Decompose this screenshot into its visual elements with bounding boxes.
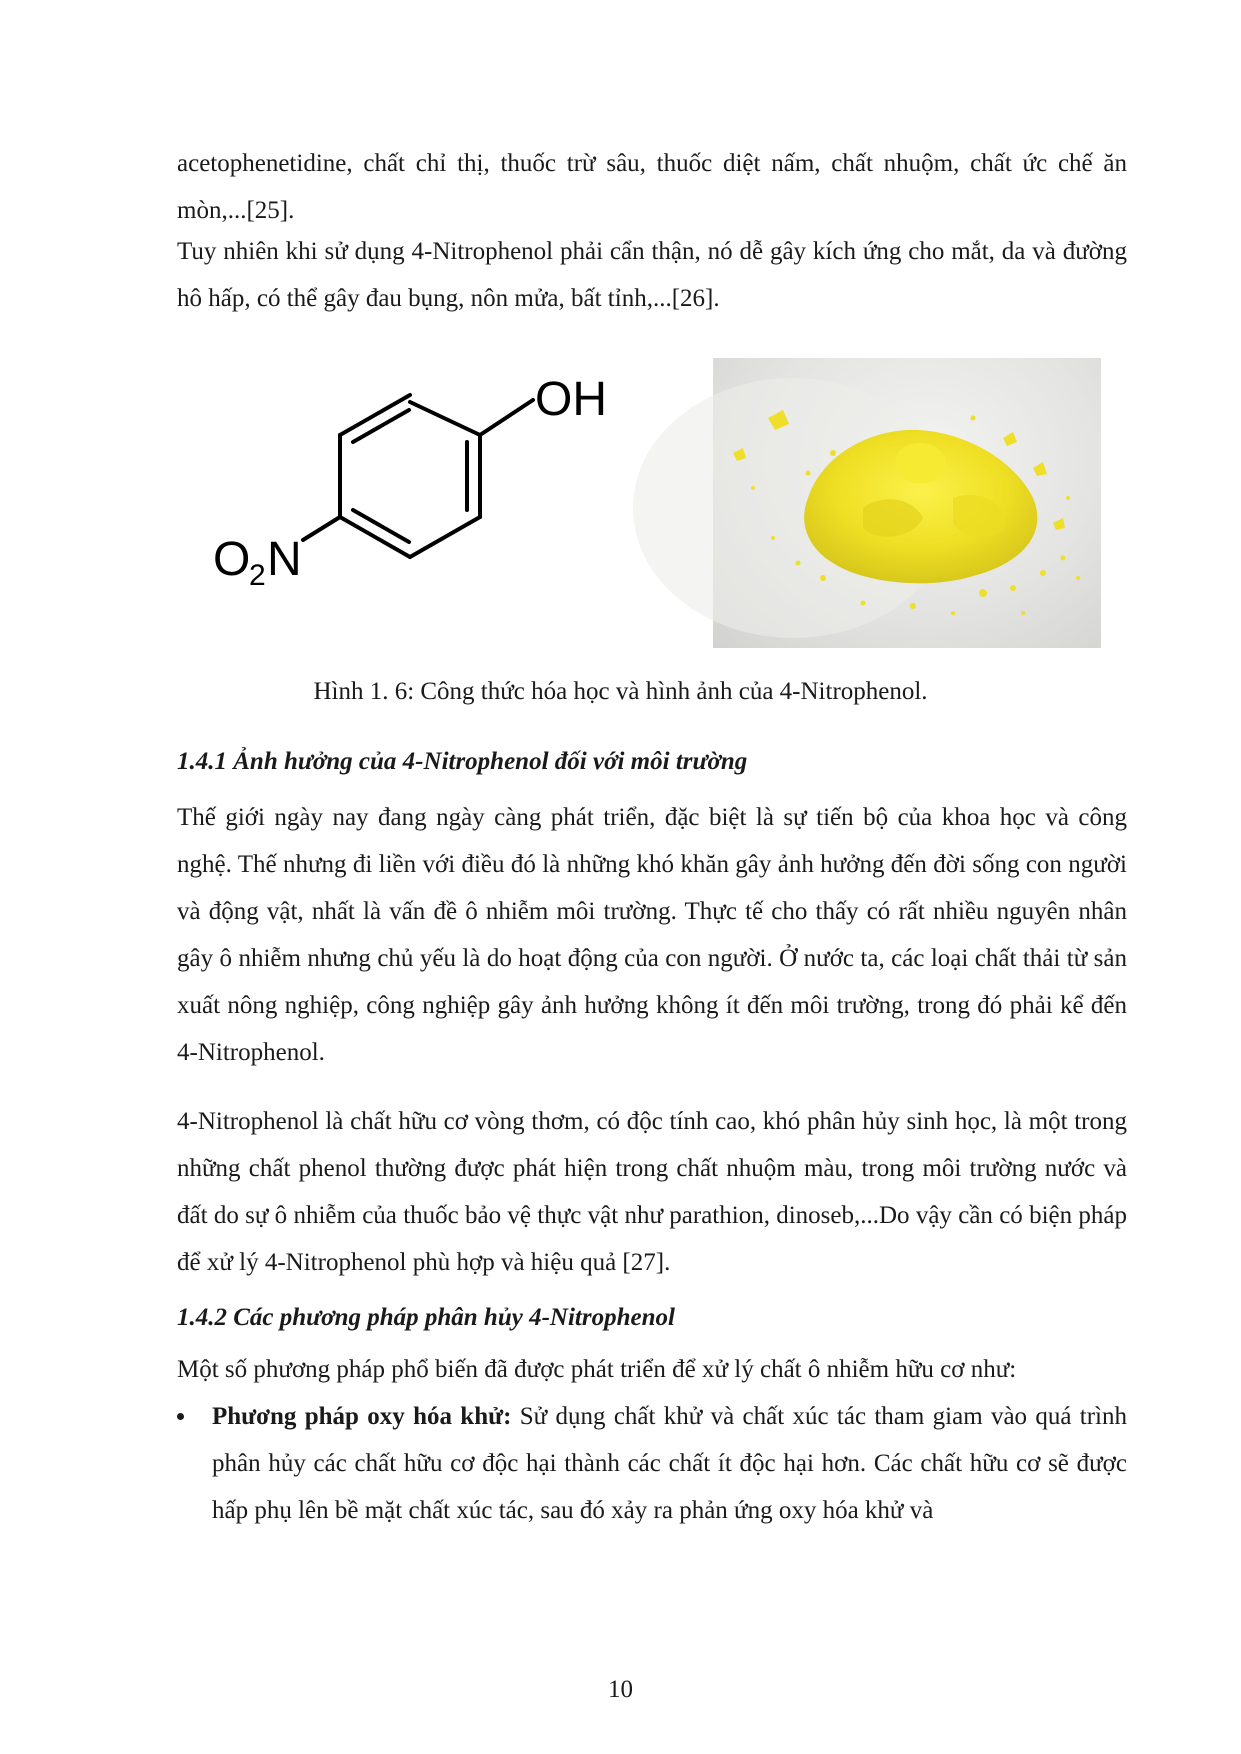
- paragraph-safety: Tuy nhiên khi sử dụng 4-Nitrophenol phải cẩn thận, nó dễ gây kích ứng cho mắt, da và đường hô hấp, có thể gây đau bụng, nôn mửa, bất tỉnh,...[26].: [177, 238, 1127, 312]
- nitrophenol-structure-diagram: [213, 373, 685, 630]
- powder-illustration: [713, 358, 1101, 648]
- oh-label: OH: [535, 373, 607, 426]
- o-label: O: [213, 533, 251, 586]
- ring-bond: [410, 517, 480, 557]
- bullet-title: Phương pháp oxy hóa khử:: [212, 1403, 512, 1430]
- oh-bond: [480, 400, 533, 435]
- page-number: 10: [608, 1676, 633, 1703]
- paragraph-environment: Thế giới ngày nay đang ngày càng phát triển, đặc biệt là sự tiến bộ của khoa học và công nghệ. Thế nhưng đi liền với điều đó là những khó khăn gây ảnh hưởng đến đời sống con người và động vật, nhất là vấn đề ô nhiễm môi trường. Thực tế cho thấy có rất nhiều nguyên nhân gây ô nhiễm nhưng chủ yếu là do hoạt động của con người. Ở nước ta, các loại chất thải từ sản xuất nông nghiệp, công nghiệp gây ảnh hưởng không ít đến môi trường, trong đó phải kể đến 4-Nitrophenol.: [177, 804, 1127, 1066]
- n-label: N: [267, 533, 302, 586]
- bullet-body: Sử dụng chất khử và chất xúc tác tham giam vào quá trình phân hủy các chất hữu cơ độc hại thành các chất ít độc hại hơn. Các chất hữu cơ sẽ được hấp phụ lên bề mặt chất xúc tác, sau đó xảy ra phản ứng oxy hóa khử và: [212, 1403, 1127, 1524]
- no2-bond: [303, 517, 340, 540]
- subscript-2: 2: [249, 559, 266, 592]
- paragraph-toxicity: 4-Nitrophenol là chất hữu cơ vòng thơm, có độc tính cao, khó phân hủy sinh học, là một trong những chất phenol thường được phát hiện trong chất nhuộm màu, trong môi trường nước và đất do sự ô nhiễm của thuốc bảo vệ thực vật như parathion, dinoseb,...Do vậy cần có biện pháp để xử lý 4-Nitrophenol phù hợp và hiệu quả [27].: [177, 1108, 1127, 1276]
- paragraph-uses: acetophenetidine, chất chỉ thị, thuốc trừ sâu, thuốc diệt nấm, chất nhuộm, chất ức chế ăn mòn,...[25].: [177, 150, 1127, 224]
- double-bond: [353, 510, 409, 542]
- figure-caption: Hình 1. 6: Công thức hóa học và hình ảnh của 4-Nitrophenol.: [313, 678, 928, 705]
- double-bond: [353, 410, 409, 442]
- bullet-dot-icon: [177, 1413, 184, 1420]
- ring-bond: [410, 402, 480, 435]
- paragraph-methods-intro: Một số phương pháp phổ biến đã được phát triển để xử lý chất ô nhiễm hữu cơ như:: [177, 1356, 1017, 1383]
- nitrophenol-powder-photo: [713, 358, 1101, 648]
- section-heading-1-4-1: 1.4.1 Ảnh hưởng của 4-Nitrophenol đối với môi trường: [177, 748, 748, 775]
- bullet-text: [212, 1393, 1127, 1534]
- section-heading-1-4-2: 1.4.2 Các phương pháp phân hủy 4-Nitrophenol: [177, 1304, 675, 1331]
